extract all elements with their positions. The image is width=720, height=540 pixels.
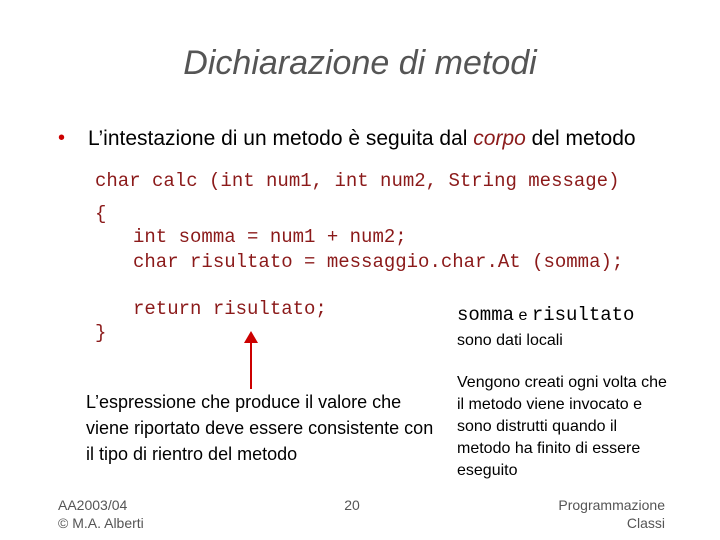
arrow-note: L’espressione che produce il valore che viene riportato deve essere consistente con il tipo di rientro del metodo bbox=[86, 392, 434, 464]
side-note-conj: e bbox=[514, 307, 532, 324]
slide-title: Dichiarazione di metodi bbox=[183, 44, 537, 82]
footer-author: © M.A. Alberti bbox=[58, 515, 144, 531]
code-signature: char calc (int num1, int num2, String message) bbox=[95, 170, 620, 192]
side-note-var-1: somma bbox=[457, 304, 515, 326]
footer-subject: Programmazione bbox=[558, 497, 665, 513]
code-close-brace: } bbox=[95, 322, 107, 344]
bullet-text bbox=[88, 127, 636, 151]
bullet-text-after: del metodo bbox=[525, 127, 636, 150]
bullet-text-before: L’intestazione di un metodo è seguita dal bbox=[88, 127, 474, 150]
footer-course: AA2003/04 bbox=[58, 497, 128, 513]
footer-right bbox=[520, 496, 665, 532]
up-arrow-shaft bbox=[250, 342, 252, 389]
code-line-2: char risultato = messaggio.char.At (somma); bbox=[133, 251, 624, 273]
bullet-emphasis: corpo bbox=[473, 127, 526, 150]
side-note-text: sono dati locali bbox=[457, 332, 563, 349]
code-line-1: int somma = num1 + num2; bbox=[133, 226, 407, 248]
footer-topic: Classi bbox=[626, 515, 665, 531]
footer-left bbox=[58, 496, 144, 532]
lifetime-note: Vengono creati ogni volta che il metodo viene invocato e sono distrutti quando il metodo ha finito di essere eseguito bbox=[457, 374, 667, 479]
bullet-marker: • bbox=[58, 127, 66, 149]
code-open-brace: { bbox=[95, 203, 107, 225]
page-number: 20 bbox=[344, 497, 360, 513]
side-note-vars bbox=[457, 304, 634, 326]
side-note-var-2: risultato bbox=[531, 304, 635, 326]
code-line-3: return risultato; bbox=[133, 298, 327, 320]
